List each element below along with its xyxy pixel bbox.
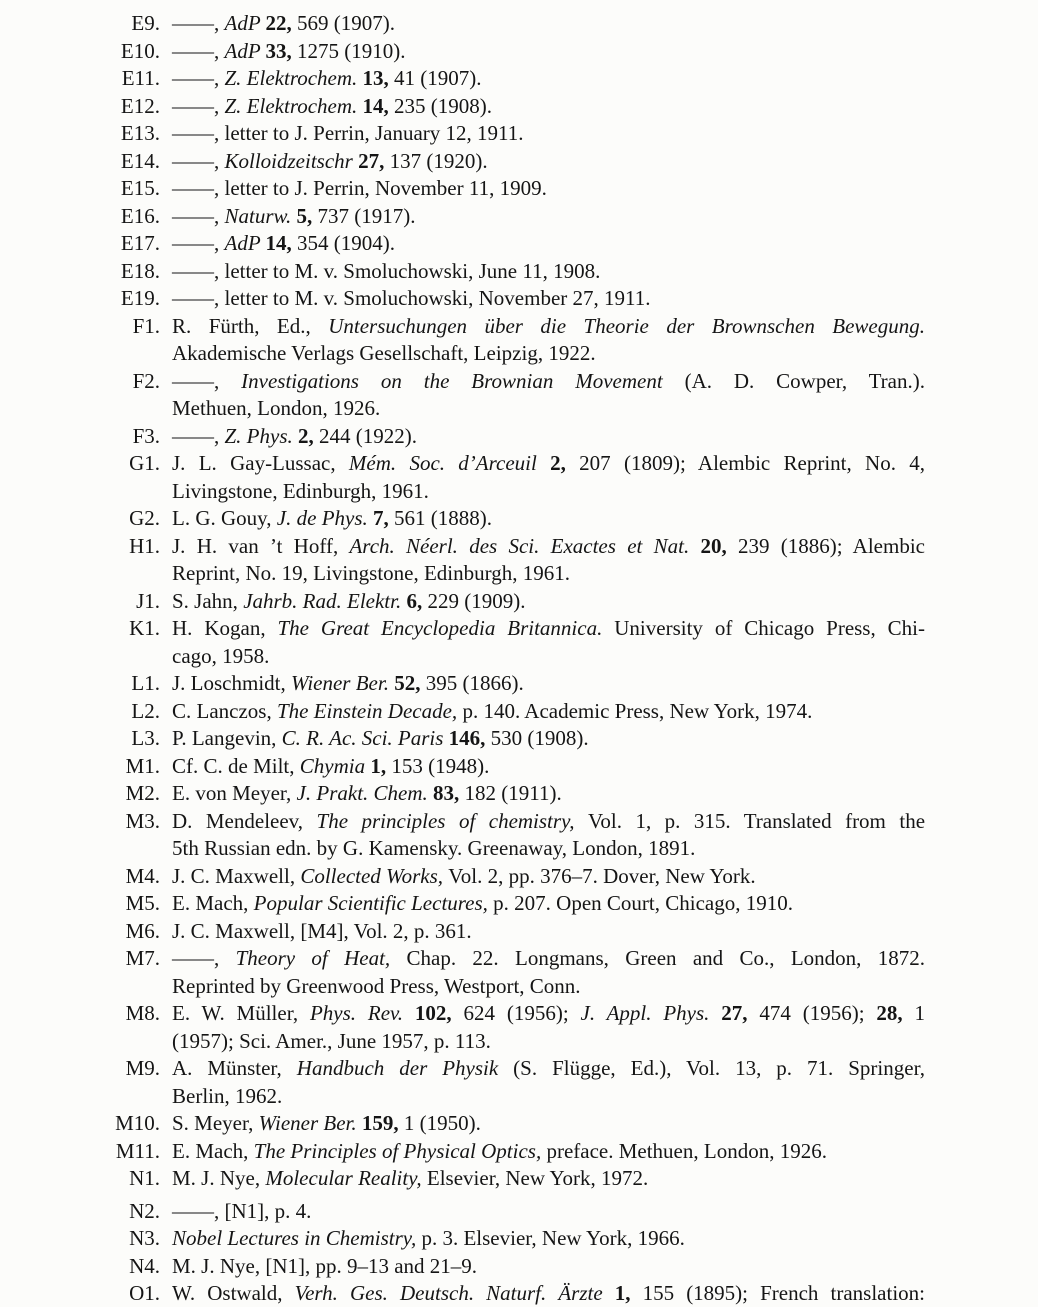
text-run: (1957); Sci. Amer., June 1957, p. 113. bbox=[172, 1028, 491, 1053]
text-run: J. Prakt. Chem. bbox=[296, 781, 434, 805]
entry-line bbox=[172, 38, 925, 66]
text-run: ——, bbox=[172, 93, 225, 118]
text-run: Wiener Ber. bbox=[258, 1111, 362, 1135]
entry-text bbox=[172, 120, 925, 148]
text-run: 244 (1922). bbox=[313, 423, 417, 448]
entry-text bbox=[172, 38, 925, 66]
reference-entry bbox=[0, 313, 1038, 368]
text-run: AdP bbox=[224, 11, 266, 35]
entry-line bbox=[172, 65, 925, 93]
entry-label: F2. bbox=[132, 368, 160, 393]
entry-line bbox=[172, 340, 925, 368]
entry-text bbox=[172, 1225, 925, 1253]
entry-line bbox=[172, 1253, 925, 1281]
entry-text bbox=[172, 505, 925, 533]
text-run: The principles of chemistry, bbox=[316, 808, 588, 833]
text-run: Naturw. bbox=[224, 203, 297, 228]
entry-label: N1. bbox=[129, 1166, 160, 1190]
entry-label: M1. bbox=[125, 753, 160, 778]
entry-line bbox=[172, 808, 925, 836]
text-run: Cf. C. de Milt, bbox=[172, 753, 300, 778]
entry-label: M5. bbox=[125, 891, 160, 915]
reference-entry bbox=[0, 698, 1038, 726]
entry-label: J1. bbox=[136, 588, 160, 613]
reference-entry bbox=[0, 1253, 1038, 1281]
entry-text bbox=[172, 313, 925, 368]
entry-line bbox=[172, 230, 925, 258]
text-run: The Principles of Physical Optics, bbox=[253, 1138, 547, 1163]
entry-text bbox=[172, 93, 925, 121]
text-run: J. C. Maxwell, [M4], Vol. 2, p. 361. bbox=[172, 918, 472, 943]
entry-line bbox=[172, 423, 925, 451]
entry-text bbox=[172, 698, 925, 726]
entry-line bbox=[172, 395, 925, 423]
text-run: 530 (1908). bbox=[485, 726, 589, 750]
text-run: Arch. Néerl. des Sci. Exactes et Nat. bbox=[349, 533, 701, 558]
entry-label: N4. bbox=[129, 1253, 160, 1278]
text-run: Methuen, London, 1926. bbox=[172, 396, 381, 420]
entry-label: G1. bbox=[129, 451, 160, 475]
entry-text bbox=[172, 670, 925, 698]
entry-label: M4. bbox=[125, 863, 160, 888]
text-run: 22, bbox=[265, 11, 292, 35]
text-run: The Great Encyclopedia Britannica. bbox=[277, 616, 615, 640]
entry-line bbox=[172, 203, 925, 231]
entry-label: L3. bbox=[131, 726, 160, 750]
text-run: cago, 1958. bbox=[172, 643, 270, 668]
text-run: 153 (1948). bbox=[386, 753, 490, 778]
entry-label: E18. bbox=[120, 258, 160, 283]
text-run: ——, letter to M. v. Smoluchowski, November 27, 1911. bbox=[172, 286, 651, 310]
text-run: Jahrb. Rad. Elektr. bbox=[243, 588, 407, 613]
entry-line bbox=[172, 615, 925, 643]
text-run: Z. Elektrochem. bbox=[224, 66, 363, 90]
reference-entry bbox=[0, 1165, 1038, 1193]
text-run: 41 (1907). bbox=[388, 66, 482, 90]
entry-label: E11. bbox=[121, 66, 160, 90]
text-run: Livingstone, Edinburgh, 1961. bbox=[172, 478, 429, 503]
entry-line bbox=[172, 1000, 925, 1028]
text-run: 474 (1956); bbox=[747, 1001, 877, 1025]
text-run: E. Mach, bbox=[172, 1138, 254, 1163]
entry-text bbox=[172, 890, 925, 918]
text-run: 354 (1904). bbox=[291, 231, 396, 255]
entry-line bbox=[172, 10, 925, 38]
entry-line bbox=[172, 148, 925, 176]
text-run: ——, bbox=[172, 66, 225, 90]
text-run: Kolloidzeitschr bbox=[224, 148, 359, 173]
text-run: D. Mendeleev, bbox=[172, 808, 317, 833]
text-run: R. Fürth, Ed., bbox=[172, 313, 329, 338]
text-run: 27, bbox=[358, 148, 385, 173]
entry-label: M11. bbox=[115, 1138, 160, 1163]
text-run: Chymia bbox=[299, 753, 371, 778]
reference-entry bbox=[0, 93, 1038, 121]
text-run: Reprint, No. 19, Livingstone, Edinburgh, 1961. bbox=[172, 561, 571, 585]
text-run: p. 3. Elsevier, New York, 1966. bbox=[421, 1226, 685, 1250]
entry-text bbox=[172, 1198, 925, 1226]
entry-text bbox=[172, 808, 925, 863]
entry-text bbox=[172, 1165, 925, 1193]
entry-line bbox=[172, 835, 925, 863]
text-run: J. de Phys. bbox=[276, 506, 374, 530]
text-run: 155 (1895); French translation: bbox=[630, 1281, 925, 1305]
text-run: 1275 (1910). bbox=[291, 38, 406, 63]
entry-text bbox=[172, 258, 925, 286]
entry-line bbox=[172, 1138, 925, 1166]
text-run: M. J. Nye, [N1], pp. 9–13 and 21–9. bbox=[172, 1253, 478, 1278]
entry-text bbox=[172, 1110, 925, 1138]
text-run: 395 (1866). bbox=[420, 671, 524, 695]
reference-entry bbox=[0, 945, 1038, 1000]
text-run: 1 (1950). bbox=[398, 1111, 481, 1135]
entry-label: M9. bbox=[125, 1056, 160, 1080]
text-run: p. 140. Academic Press, New York, 1974. bbox=[462, 698, 813, 723]
entry-line bbox=[172, 368, 925, 396]
entry-label: E10. bbox=[120, 38, 160, 63]
reference-list bbox=[0, 10, 1038, 1307]
text-run: Molecular Reality, bbox=[265, 1166, 427, 1190]
reference-entry bbox=[0, 1110, 1038, 1138]
text-run: ——, bbox=[172, 423, 225, 448]
entry-line bbox=[172, 1198, 925, 1226]
text-run: E. von Meyer, bbox=[172, 781, 297, 805]
text-run: Phys. Rev. bbox=[309, 1001, 415, 1025]
text-run: C. R. Ac. Sci. Paris bbox=[281, 726, 449, 750]
entry-text bbox=[172, 615, 925, 670]
entry-text bbox=[172, 1055, 925, 1110]
text-run: Mém. Soc. d’Arceuil bbox=[348, 451, 551, 475]
text-run: P. Langevin, bbox=[172, 726, 282, 750]
reference-entry bbox=[0, 203, 1038, 231]
text-run: 27, bbox=[721, 1001, 748, 1025]
entry-label: E17. bbox=[120, 231, 160, 255]
reference-entry bbox=[0, 10, 1038, 38]
text-run: S. Jahn, bbox=[172, 588, 244, 613]
entry-line bbox=[172, 478, 925, 506]
text-run: C. Lanczos, bbox=[172, 698, 277, 723]
text-run: 737 (1917). bbox=[312, 203, 416, 228]
entry-label: E9. bbox=[131, 11, 160, 35]
reference-entry bbox=[0, 533, 1038, 588]
entry-text bbox=[172, 863, 925, 891]
text-run: L. G. Gouy, bbox=[172, 506, 277, 530]
reference-entry bbox=[0, 890, 1038, 918]
entry-text bbox=[172, 780, 925, 808]
entry-label: H1. bbox=[129, 533, 160, 558]
reference-entry bbox=[0, 258, 1038, 286]
entry-label: E19. bbox=[120, 286, 160, 310]
reference-entry bbox=[0, 918, 1038, 946]
text-run: J. Appl. Phys. bbox=[580, 1001, 722, 1025]
entry-line bbox=[172, 1110, 925, 1138]
entry-line bbox=[172, 670, 925, 698]
text-run: ——, letter to J. Perrin, November 11, 1909. bbox=[172, 176, 547, 200]
entry-text bbox=[172, 945, 925, 1000]
text-run: The Einstein Decade, bbox=[276, 698, 463, 723]
text-run: ——, bbox=[172, 946, 236, 970]
text-run: ——, bbox=[172, 368, 242, 393]
reference-entry bbox=[0, 285, 1038, 313]
text-run: preface. Methuen, London, 1926. bbox=[546, 1138, 827, 1163]
entry-line bbox=[172, 1055, 925, 1083]
text-run: 569 (1907). bbox=[291, 11, 396, 35]
text-run: Vol. 1, p. 315. Translated from the bbox=[587, 808, 926, 833]
entry-text bbox=[172, 65, 925, 93]
text-run: E. W. Müller, bbox=[172, 1001, 310, 1025]
reference-entry bbox=[0, 1000, 1038, 1055]
entry-text bbox=[172, 1138, 925, 1166]
entry-label: M10. bbox=[115, 1111, 160, 1135]
entry-label: F1. bbox=[132, 313, 160, 338]
entry-label: M7. bbox=[125, 946, 160, 970]
text-run: M. J. Nye, bbox=[172, 1166, 266, 1190]
entry-line bbox=[172, 533, 925, 561]
reference-entry bbox=[0, 65, 1038, 93]
text-run: J. H. van ’t Hoff, bbox=[172, 533, 350, 558]
text-run: Verh. Ges. Deutsch. Naturf. Ärzte bbox=[294, 1281, 615, 1305]
entry-text bbox=[172, 148, 925, 176]
entry-label: L2. bbox=[131, 698, 160, 723]
entry-line bbox=[172, 175, 925, 203]
text-run: 1, bbox=[370, 753, 387, 778]
reference-entry bbox=[0, 780, 1038, 808]
reference-entry bbox=[0, 863, 1038, 891]
entry-line bbox=[172, 505, 925, 533]
text-run: S. Meyer, bbox=[172, 1111, 259, 1135]
reference-entry bbox=[0, 38, 1038, 66]
text-run: 182 (1911). bbox=[459, 781, 562, 805]
entry-line bbox=[172, 1225, 925, 1253]
entry-label: E16. bbox=[120, 203, 160, 228]
entry-line bbox=[172, 725, 925, 753]
text-run: Popular Scientific Lectures, bbox=[253, 891, 494, 915]
text-run: Investigations on the Brownian Movement bbox=[241, 368, 685, 393]
text-run: Wiener Ber. bbox=[291, 671, 395, 695]
reference-entry bbox=[0, 148, 1038, 176]
text-run: Collected Works, bbox=[300, 863, 449, 888]
text-run: 159, bbox=[361, 1111, 399, 1135]
entry-line bbox=[172, 918, 925, 946]
text-run: ——, [N1], p. 4. bbox=[172, 1198, 312, 1223]
text-run: ——, letter to M. v. Smoluchowski, June 11, 1908. bbox=[172, 258, 601, 283]
entry-line bbox=[172, 753, 925, 781]
text-run: Berlin, 1962. bbox=[172, 1083, 283, 1108]
reference-entry bbox=[0, 423, 1038, 451]
text-run: 146, bbox=[448, 726, 486, 750]
text-run: Reprinted by Greenwood Press, Westport, Conn. bbox=[172, 973, 581, 998]
entry-text bbox=[172, 368, 925, 423]
text-run: Akademische Verlags Gesellschaft, Leipzig, 1922. bbox=[172, 341, 596, 365]
text-run: 14, bbox=[265, 231, 292, 255]
text-run: ——, bbox=[172, 148, 225, 173]
reference-entry bbox=[0, 120, 1038, 148]
entry-label: N2. bbox=[129, 1198, 160, 1223]
reference-entry bbox=[0, 368, 1038, 423]
text-run: 28, bbox=[876, 1001, 903, 1025]
entry-text bbox=[172, 533, 925, 588]
reference-entry bbox=[0, 670, 1038, 698]
text-run: 5th Russian edn. by G. Kamensky. Greenaway, London, 1891. bbox=[172, 836, 696, 860]
entry-line bbox=[172, 313, 925, 341]
entry-label: M3. bbox=[125, 808, 160, 833]
entry-line bbox=[172, 450, 925, 478]
entry-text bbox=[172, 230, 925, 258]
entry-label: N3. bbox=[129, 1226, 160, 1250]
entry-text bbox=[172, 450, 925, 505]
reference-entry bbox=[0, 1280, 1038, 1307]
text-run: H. Kogan, bbox=[172, 616, 278, 640]
entry-label: E12. bbox=[120, 93, 160, 118]
text-run: 7, bbox=[373, 506, 389, 530]
entry-line bbox=[172, 1083, 925, 1111]
reference-entry bbox=[0, 230, 1038, 258]
text-run: ——, letter to J. Perrin, January 12, 1911. bbox=[172, 121, 524, 145]
text-run: ——, bbox=[172, 203, 225, 228]
text-run: AdP bbox=[224, 231, 266, 255]
text-run: Theory of Heat, bbox=[235, 946, 407, 970]
text-run: 2, bbox=[550, 451, 566, 475]
entry-line bbox=[172, 1280, 925, 1307]
text-run: 207 (1809); Alembic Reprint, No. 4, bbox=[565, 451, 925, 475]
entry-line bbox=[172, 1028, 925, 1056]
entry-text bbox=[172, 285, 925, 313]
reference-entry bbox=[0, 175, 1038, 203]
text-run: AdP bbox=[224, 38, 266, 63]
text-run: 33, bbox=[265, 38, 292, 63]
text-run: ——, bbox=[172, 11, 225, 35]
entry-text bbox=[172, 1280, 925, 1307]
text-run: 52, bbox=[394, 671, 421, 695]
entry-label: K1. bbox=[129, 616, 160, 640]
entry-line bbox=[172, 945, 925, 973]
entry-label: M8. bbox=[125, 1001, 160, 1025]
entry-text bbox=[172, 1000, 925, 1055]
entry-text bbox=[172, 725, 925, 753]
reference-entry bbox=[0, 588, 1038, 616]
text-run: 102, bbox=[414, 1001, 452, 1025]
text-run: (S. Flügge, Ed.), Vol. 13, p. 71. Springer, bbox=[513, 1056, 925, 1080]
text-run: ——, bbox=[172, 38, 225, 63]
text-run: W. Ostwald, bbox=[172, 1281, 295, 1305]
entry-label: M2. bbox=[125, 781, 160, 805]
text-run: Z. Phys. bbox=[224, 423, 298, 448]
entry-line bbox=[172, 258, 925, 286]
reference-entry bbox=[0, 505, 1038, 533]
entry-line bbox=[172, 863, 925, 891]
reference-entry bbox=[0, 753, 1038, 781]
entry-label: E13. bbox=[120, 121, 160, 145]
entry-label: E15. bbox=[120, 176, 160, 200]
text-run: Z. Elektrochem. bbox=[224, 93, 363, 118]
entry-text bbox=[172, 423, 925, 451]
entry-text bbox=[172, 588, 925, 616]
text-run: J. C. Maxwell, bbox=[172, 863, 301, 888]
reference-entry bbox=[0, 808, 1038, 863]
entry-text bbox=[172, 10, 925, 38]
entry-line bbox=[172, 643, 925, 671]
text-run: (A. D. Cowper, Tran.). bbox=[684, 368, 925, 393]
entry-line bbox=[172, 588, 925, 616]
reference-entry bbox=[0, 1225, 1038, 1253]
text-run: Elsevier, New York, 1972. bbox=[426, 1166, 649, 1190]
text-run: 2, bbox=[298, 423, 314, 448]
reference-entry bbox=[0, 725, 1038, 753]
text-run: Vol. 2, pp. 376–7. Dover, New York. bbox=[448, 863, 756, 888]
text-run: 13, bbox=[362, 66, 389, 90]
text-run: Chap. 22. Longmans, Green and Co., London, 1872. bbox=[406, 946, 926, 970]
entry-line bbox=[172, 560, 925, 588]
text-run: 239 (1886); Alembic bbox=[726, 533, 925, 558]
reference-entry bbox=[0, 615, 1038, 670]
text-run: 137 (1920). bbox=[384, 148, 488, 173]
text-run: Untersuchungen über die Theorie der Brownschen Bewegung. bbox=[328, 313, 926, 338]
text-run: 1 bbox=[902, 1001, 925, 1025]
entry-label: E14. bbox=[120, 148, 160, 173]
text-run: Handbuch der Physik bbox=[296, 1056, 514, 1080]
text-run: p. 207. Open Court, Chicago, 1910. bbox=[493, 891, 793, 915]
entry-label: O1. bbox=[129, 1281, 160, 1305]
entry-label: L1. bbox=[131, 671, 160, 695]
text-run: 5, bbox=[296, 203, 313, 228]
text-run: 561 (1888). bbox=[388, 506, 493, 530]
text-run: 6, bbox=[406, 588, 423, 613]
text-run: E. Mach, bbox=[172, 891, 254, 915]
text-run: Nobel Lectures in Chemistry, bbox=[172, 1226, 422, 1250]
entry-line bbox=[172, 973, 925, 1001]
text-run: 1, bbox=[614, 1281, 631, 1305]
entry-text bbox=[172, 753, 925, 781]
entry-line bbox=[172, 1165, 925, 1193]
entry-line bbox=[172, 120, 925, 148]
entry-label: M6. bbox=[125, 918, 160, 943]
entry-line bbox=[172, 890, 925, 918]
entry-label: G2. bbox=[129, 506, 160, 530]
text-run: ——, bbox=[172, 231, 225, 255]
entry-line bbox=[172, 698, 925, 726]
reference-entry bbox=[0, 1138, 1038, 1166]
entry-label: F3. bbox=[132, 423, 160, 448]
text-run: 235 (1908). bbox=[388, 93, 493, 118]
entry-line bbox=[172, 780, 925, 808]
entry-text bbox=[172, 1253, 925, 1281]
text-run: 229 (1909). bbox=[422, 588, 526, 613]
reference-entry bbox=[0, 450, 1038, 505]
text-run: 83, bbox=[433, 781, 460, 805]
entry-text bbox=[172, 203, 925, 231]
reference-entry bbox=[0, 1198, 1038, 1226]
text-run: A. Münster, bbox=[172, 1056, 297, 1080]
text-run: J. L. Gay-Lussac, bbox=[172, 451, 349, 475]
text-run: University of Chicago Press, Chi- bbox=[614, 616, 925, 640]
entry-text bbox=[172, 175, 925, 203]
entry-text bbox=[172, 918, 925, 946]
entry-line bbox=[172, 93, 925, 121]
reference-entry bbox=[0, 1055, 1038, 1110]
entry-line bbox=[172, 285, 925, 313]
text-run: 624 (1956); bbox=[451, 1001, 581, 1025]
text-run: 20, bbox=[700, 533, 727, 558]
text-run: 14, bbox=[362, 93, 389, 118]
text-run: J. Loschmidt, bbox=[172, 671, 291, 695]
